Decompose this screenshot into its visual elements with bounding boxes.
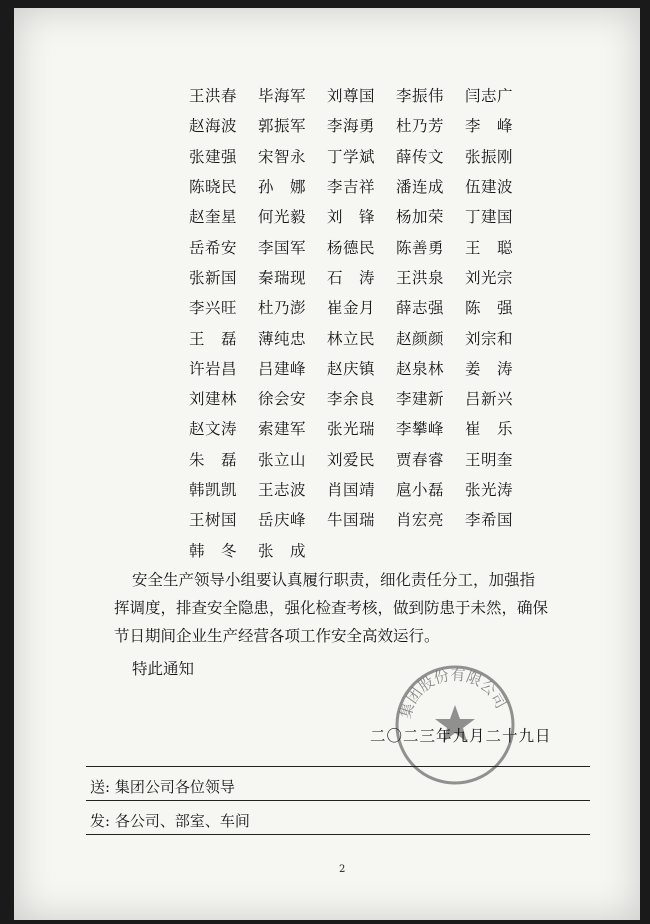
name-row — [189, 474, 534, 504]
person-name: 秦瑞现 — [258, 268, 307, 287]
distribution-to-label: 送: — [90, 778, 111, 796]
body-line-2: 挥调度，排查安全隐患，强化检查考核，做到防患于未然，确保 — [114, 599, 549, 617]
person-name: 赵奎星 — [189, 208, 238, 227]
person-name: 杜乃芳 — [396, 117, 445, 136]
divider-middle — [86, 800, 590, 801]
name-row — [189, 201, 534, 231]
person-name: 李余良 — [327, 390, 376, 409]
person-name: 张 成 — [258, 541, 307, 560]
person-name: 张光涛 — [465, 481, 514, 499]
person-name: 扈小磊 — [396, 481, 445, 499]
divider-bottom — [86, 834, 590, 835]
name-row — [189, 110, 534, 140]
person-name: 李攀峰 — [396, 420, 445, 439]
person-name: 刘爱民 — [327, 450, 376, 469]
person-name: 张振刚 — [465, 147, 514, 166]
person-name: 刘宗和 — [465, 329, 514, 348]
person-name: 张立山 — [258, 450, 307, 469]
person-name: 刘 锋 — [327, 208, 376, 227]
person-name: 李吉祥 — [327, 178, 376, 197]
person-name: 崔金月 — [327, 299, 376, 318]
name-row — [189, 292, 534, 322]
person-name: 薛传文 — [396, 147, 445, 166]
distribution-to — [90, 776, 235, 797]
person-name: 韩凯凯 — [189, 481, 238, 499]
person-name: 丁建国 — [465, 208, 514, 227]
person-name: 闫志广 — [465, 87, 514, 106]
person-name: 刘尊国 — [327, 87, 376, 106]
notice-text: 特此通知 — [132, 660, 195, 678]
page-number: 2 — [339, 864, 346, 875]
person-name: 陈 强 — [465, 299, 514, 318]
name-row — [189, 504, 534, 534]
person-name: 朱 磊 — [189, 450, 238, 469]
document-date: 二〇二三年九月二十九日 — [370, 727, 552, 745]
person-name: 薄纯忠 — [258, 329, 307, 348]
name-row — [189, 231, 534, 261]
name-row — [189, 262, 534, 292]
person-name: 李 峰 — [465, 117, 514, 136]
person-name: 韩 冬 — [189, 541, 238, 560]
distribution-from-value: 各公司、部室、车间 — [114, 812, 250, 830]
person-name: 赵庆镇 — [327, 359, 376, 378]
person-name: 李振伟 — [396, 87, 445, 106]
person-name: 王志波 — [258, 481, 307, 499]
person-name: 张光瑞 — [327, 420, 376, 439]
person-name: 陈晓民 — [189, 178, 238, 197]
person-name: 牛国瑞 — [327, 511, 376, 530]
person-name: 宋智永 — [258, 147, 307, 166]
person-name: 李国军 — [258, 238, 307, 257]
person-name: 李海勇 — [327, 117, 376, 136]
person-name: 张新国 — [189, 268, 238, 287]
person-name: 岳庆峰 — [258, 511, 307, 530]
person-name: 赵文涛 — [189, 420, 238, 439]
person-name: 李建新 — [396, 390, 445, 409]
person-name: 王明奎 — [465, 450, 514, 469]
person-name: 王洪泉 — [396, 268, 445, 287]
person-name: 岳希安 — [189, 238, 238, 257]
name-row — [189, 80, 534, 110]
person-name: 杜乃澎 — [258, 299, 307, 318]
person-name: 吕新兴 — [465, 390, 514, 409]
person-name: 王 聪 — [465, 238, 514, 257]
person-name: 赵海波 — [189, 117, 238, 136]
person-name: 李兴旺 — [189, 299, 238, 318]
distribution-to-value: 集团公司各位领导 — [114, 778, 235, 796]
person-name: 陈善勇 — [396, 238, 445, 257]
person-name: 徐会安 — [258, 390, 307, 409]
person-name: 许岩昌 — [189, 359, 238, 378]
person-name: 石 涛 — [327, 268, 376, 287]
person-name: 孙 娜 — [258, 178, 307, 197]
person-name: 杨加荣 — [396, 208, 445, 227]
distribution-from-label: 发: — [90, 812, 111, 830]
body-line-3: 节日期间企业生产经营各项工作安全高效运行。 — [114, 627, 440, 645]
person-name: 毕海军 — [258, 87, 307, 106]
person-name: 索建军 — [258, 420, 307, 439]
person-name: 肖宏亮 — [396, 511, 445, 530]
person-name: 林立民 — [327, 329, 376, 348]
distribution-from — [90, 810, 250, 831]
person-name: 姜 涛 — [465, 359, 514, 378]
name-row — [189, 353, 534, 383]
person-name: 吕建峰 — [258, 359, 307, 378]
person-name: 杨德民 — [327, 238, 376, 257]
name-row — [189, 534, 534, 564]
name-row — [189, 171, 534, 201]
person-name: 伍建波 — [465, 178, 514, 197]
person-name: 丁学斌 — [327, 147, 376, 166]
person-name: 王树国 — [189, 511, 238, 530]
person-name: 崔 乐 — [465, 420, 514, 439]
divider-top — [86, 766, 590, 767]
name-row — [189, 383, 534, 413]
person-name: 潘连成 — [396, 178, 445, 197]
person-name: 何光毅 — [258, 208, 307, 227]
person-name: 贾春睿 — [396, 450, 445, 469]
name-row — [189, 413, 534, 443]
name-row — [189, 322, 534, 352]
name-list — [189, 80, 534, 565]
person-name: 郭振军 — [258, 117, 307, 136]
person-name: 薛志强 — [396, 299, 445, 318]
person-name: 张建强 — [189, 147, 238, 166]
person-name: 王洪春 — [189, 87, 238, 106]
seal-text: 集团股份有限公司 — [396, 665, 511, 721]
person-name: 刘建林 — [189, 390, 238, 409]
person-name: 李希国 — [465, 511, 514, 530]
name-row — [189, 141, 534, 171]
person-name: 肖国靖 — [327, 481, 376, 499]
person-name: 赵颜颜 — [396, 329, 445, 348]
name-row — [189, 444, 534, 474]
document-page — [14, 8, 640, 920]
person-name: 刘光宗 — [465, 268, 514, 287]
person-name: 王 磊 — [189, 329, 238, 348]
person-name: 赵泉林 — [396, 359, 445, 378]
body-line-1: 安全生产领导小组要认真履行职责，细化责任分工，加强指 — [132, 571, 536, 589]
